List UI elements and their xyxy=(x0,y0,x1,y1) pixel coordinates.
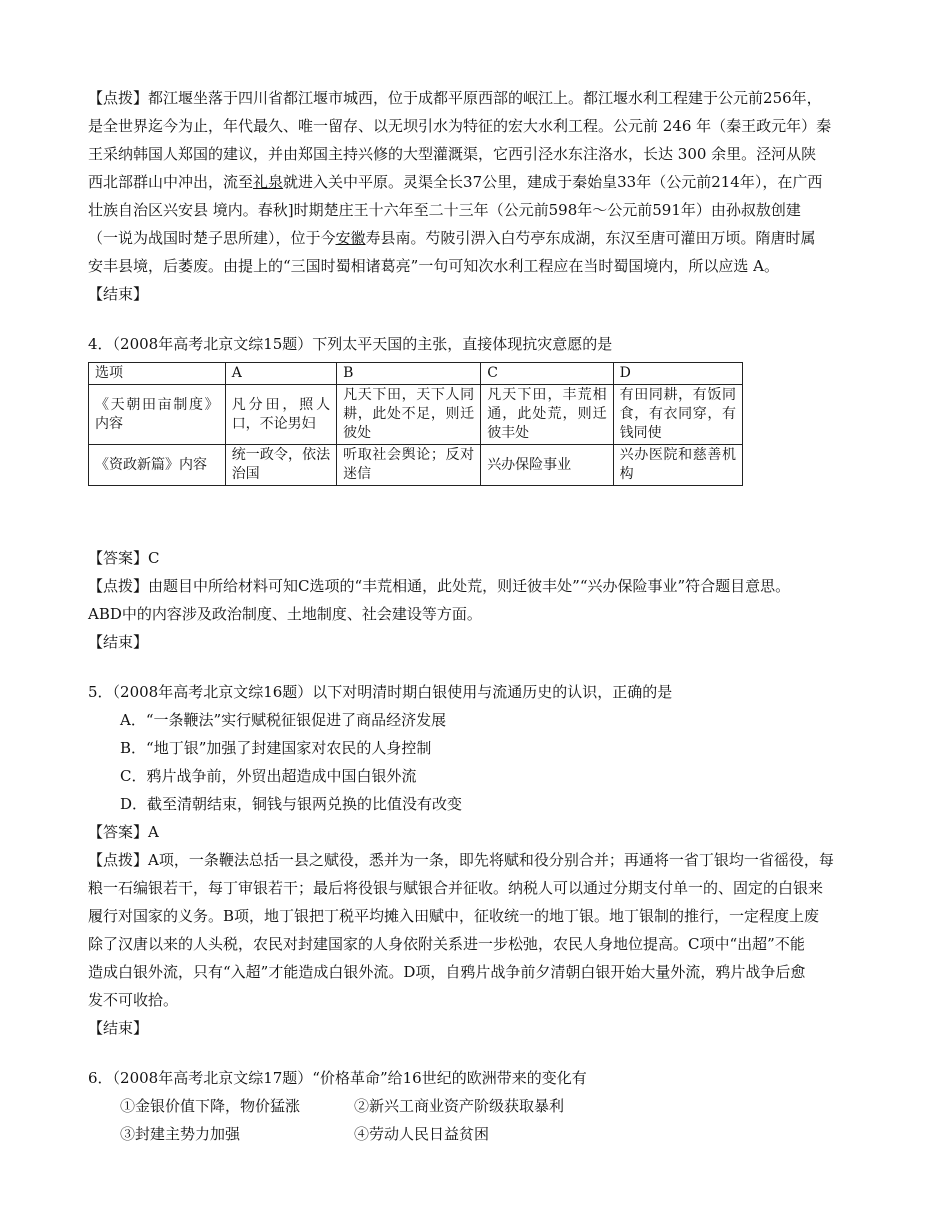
q5-hint-line-3: 履行对国家的义务。B项，地丁银把丁税平均摊入田赋中，征收统一的地丁银。地丁银制的推行，一定程度上废 xyxy=(88,907,820,925)
document-page xyxy=(88,84,872,1148)
q3-hint-line-5: 壮族自治区兴安县 境内。春秋]时期楚庄王十六年至二十三年（公元前598年～公元前591年）由孙叔敖创建 xyxy=(88,201,801,219)
table-cell: 凡天下田，丰荒相通，此处荒，则迁彼丰处 xyxy=(481,385,613,445)
q3-hint-line-6: （一说为战国时楚子思所建），位于今安徽寿县南。芍陂引淠入白芍亭东成湖，东汉至唐可灌田万顷。隋唐时属 xyxy=(88,229,816,247)
table-cell: 《资政新篇》内容 xyxy=(89,445,226,486)
q5-option-a: A．“一条鞭法”实行赋税征银促进了商品经济发展 xyxy=(120,711,447,729)
q3-hint-line-3: 王采纳韩国人郑国的建议，并由郑国主持兴修的大型灌溉渠，它西引泾水东注洛水，长达 300 余里。泾河从陕 xyxy=(88,145,817,163)
q4-stem: 4．（2008年高考北京文综15题）下列太平天国的主张，直接体现抗灾意愿的是 xyxy=(88,335,613,353)
table-cell: B xyxy=(337,363,481,385)
q5-option-b: B．“地丁银”加强了封建国家对农民的人身控制 xyxy=(120,739,432,757)
table-cell: 兴办保险事业 xyxy=(481,445,613,486)
q6-item-2: ②新兴工商业资产阶级获取暴利 xyxy=(354,1097,565,1115)
q5-hint-line-5: 造成白银外流，只有“入超”才能造成白银外流。D项，自鸦片战争前夕清朝白银开始大量外流，鸦片战争后愈 xyxy=(88,963,806,981)
table-cell: A xyxy=(225,363,336,385)
table-cell: 凡天下田，天下人同耕，此处不足，则迁彼处 xyxy=(337,385,481,445)
q3-hint-line-7: 安丰县境，后萎废。由提上的“三国时蜀相诸葛亮”一句可知次水利工程应在当时蜀国境内，所以应选 A。 xyxy=(88,257,779,275)
q5-hint-line-6: 发不可收拾。 xyxy=(88,991,179,1009)
q5-option-d: D．截至清朝结束，铜钱与银两兑换的比值没有改变 xyxy=(120,795,463,813)
q6-stem: 6．（2008年高考北京文综17题）“价格革命”给16世纪的欧洲带来的变化有 xyxy=(88,1069,587,1087)
q5-hint-line-1: 【点拨】A项，一条鞭法总括一县之赋役，悉并为一条，即先将赋和役分别合并；再通将一省丁银均一省徭役，每 xyxy=(88,851,834,869)
q6-items-row-1 xyxy=(88,1092,872,1120)
table-cell: C xyxy=(481,363,613,385)
q3-hint-line-1: 【点拨】都江堰坐落于四川省都江堰市城西，位于成都平原西部的岷江上。都江堰水利工程建于公元前256年， xyxy=(88,89,822,107)
table-header-row xyxy=(89,363,743,385)
q4-hint-line-2: ABD中的内容涉及政治制度、土地制度、社会建设等方面。 xyxy=(88,605,482,623)
table-row xyxy=(89,385,743,445)
q3-hint-line-4: 西北部群山中冲出，流至礼泉就进入关中平原。灵渠全长37公里，建成于秦始皇33年（公元前214年），在广西 xyxy=(88,173,823,191)
q4-options-table xyxy=(88,362,743,486)
table-cell: 有田同耕，有饭同食，有衣同穿，有钱同使 xyxy=(613,385,742,445)
q5-option-c: C．鸦片战争前，外贸出超造成中国白银外流 xyxy=(120,767,417,785)
q5-answer: 【答案】A xyxy=(88,823,159,841)
q3-hint-line-2: 是全世界迄今为止，年代最久、唯一留存、以无坝引水为特征的宏大水利工程。公元前 246 年（秦王政元年）秦 xyxy=(88,117,832,135)
q4-end-marker: 【结束】 xyxy=(88,633,149,651)
table-cell: 听取社会舆论；反对迷信 xyxy=(337,445,481,486)
table-cell: 统一政令，依法治国 xyxy=(225,445,336,486)
q4-answer: 【答案】C xyxy=(88,549,160,567)
q6-item-4: ④劳动人民日益贫困 xyxy=(354,1125,490,1143)
table-row xyxy=(89,445,743,486)
q6-items-row-2 xyxy=(88,1120,872,1148)
table-cell: D xyxy=(613,363,742,385)
table-cell: 《天朝田亩制度》内容 xyxy=(89,385,226,445)
q6-item-3: ③封建主势力加强 xyxy=(120,1125,241,1143)
q4-hint-line-1: 【点拨】由题目中所给材料可知C选项的“丰荒相通，此处荒，则迁彼丰处”“兴办保险事业”符合题目意思。 xyxy=(88,577,791,595)
q3-end-marker: 【结束】 xyxy=(88,285,149,303)
q5-stem: 5．（2008年高考北京文综16题）以下对明清时期白银使用与流通历史的认识，正确的是 xyxy=(88,683,673,701)
q5-hint-line-4: 除了汉唐以来的人头税，农民对封建国家的人身依附关系进一步松弛，农民人身地位提高。C项中“出超”不能 xyxy=(88,935,805,953)
table-cell: 凡分田，照人口，不论男妇 xyxy=(225,385,336,445)
q6-item-1: ①金银价值下降，物价猛涨 xyxy=(120,1097,301,1115)
table-cell: 兴办医院和慈善机构 xyxy=(613,445,742,486)
q5-hint-line-2: 粮一石编银若干，每丁审银若干；最后将役银与赋银合并征收。纳税人可以通过分期支付单一的、固定的白银来 xyxy=(88,879,824,897)
q5-end-marker: 【结束】 xyxy=(88,1019,149,1037)
table-cell: 选项 xyxy=(89,363,226,385)
